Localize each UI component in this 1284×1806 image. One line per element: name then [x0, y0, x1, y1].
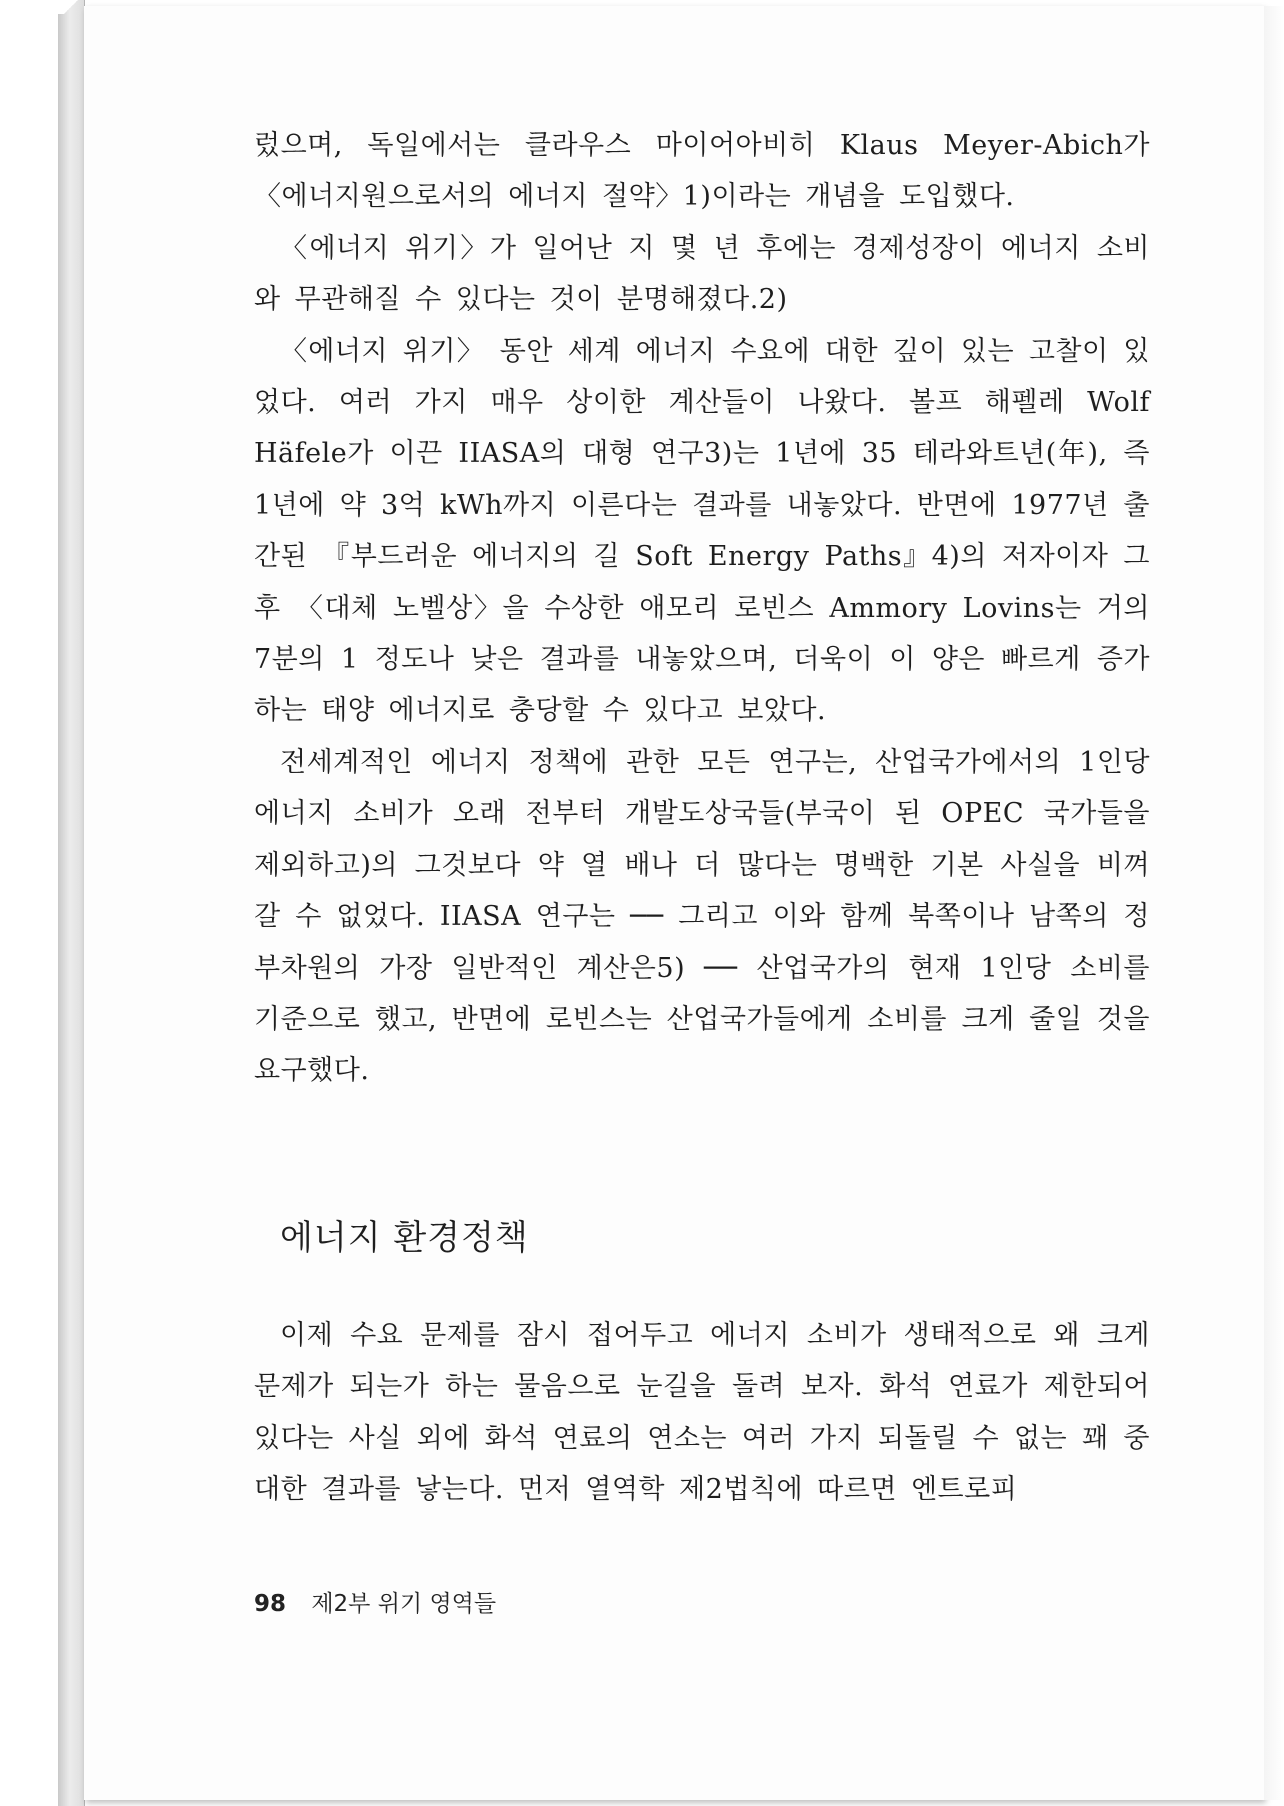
- paragraph-3: 〈에너지 위기〉 동안 세계 에너지 수요에 대한 깊이 있는 고찰이 있었다. 여러 가지 매우 상이한 계산들이 나왔다. 볼프 해펠레 Wolf Häfele가 이끈 IIASA의 대형 연구3)는 1년에 35 테라와트년(年), 즉 1년에 약 3억 kWh까지 이른다는 결과를 내놓았다. 반면에 1977년 출간된 『부드러운 에너지의 길 Soft Energy Paths』4)의 저자이자 그 후 〈대체 노벨상〉을 수상한 애모리 로빈스 Ammory Lovins는 거의 7분의 1 정도나 낮은 결과를 내놓았으며, 더욱이 이 양은 빠르게 증가하는 태양 에너지로 충당할 수 있다고 보았다.: [254, 335, 1150, 727]
- book-spine-edge: [58, 0, 85, 1806]
- section-heading: 에너지 환경정책: [280, 1218, 529, 1258]
- page-number: 98: [254, 1591, 287, 1617]
- paragraph-1: 렀으며, 독일에서는 클라우스 마이어아비히 Klaus Meyer-Abich가 〈에너지원으로서의 에너지 절약〉1)이라는 개념을 도입했다.: [254, 130, 1150, 213]
- page-right-shadow: [1264, 6, 1284, 1800]
- section-body-text: [254, 1310, 1150, 1516]
- paragraph-4: 전세계적인 에너지 정책에 관한 모든 연구는, 산업국가에서의 1인당 에너지 소비가 오래 전부터 개발도상국들(부국이 된 OPEC 국가들을 제외하고)의 그것보다 약 열 배나 더 많다는 명백한 기본 사실을 비껴갈 수 없었다. IIASA 연구는 ── 그리고 이와 함께 북쪽이나 남쪽의 정부차원의 가장 일반적인 계산은5) ── 산업국가의 현재 1인당 소비를 기준으로 했고, 반면에 로빈스는 산업국가들에게 소비를 크게 줄일 것을 요구했다.: [254, 746, 1150, 1087]
- running-title: 제2부 위기 영역들: [311, 1591, 497, 1617]
- page-footer: [254, 1585, 496, 1618]
- paragraph-2: 〈에너지 위기〉가 일어난 지 몇 년 후에는 경제성장이 에너지 소비와 무관해질 수 있다는 것이 분명해졌다.2): [254, 232, 1150, 316]
- section-paragraph-1: 이제 수요 문제를 잠시 접어두고 에너지 소비가 생태적으로 왜 크게 문제가 되는가 하는 물음으로 눈길을 돌려 보자. 화석 연료가 제한되어 있다는 사실 외에 화석 연료의 연소는 여러 가지 되돌릴 수 없는 꽤 중대한 결과를 낳는다. 먼저 열역학 제2법칙에 따르면 엔트로피: [254, 1320, 1150, 1506]
- body-text: [254, 120, 1150, 1097]
